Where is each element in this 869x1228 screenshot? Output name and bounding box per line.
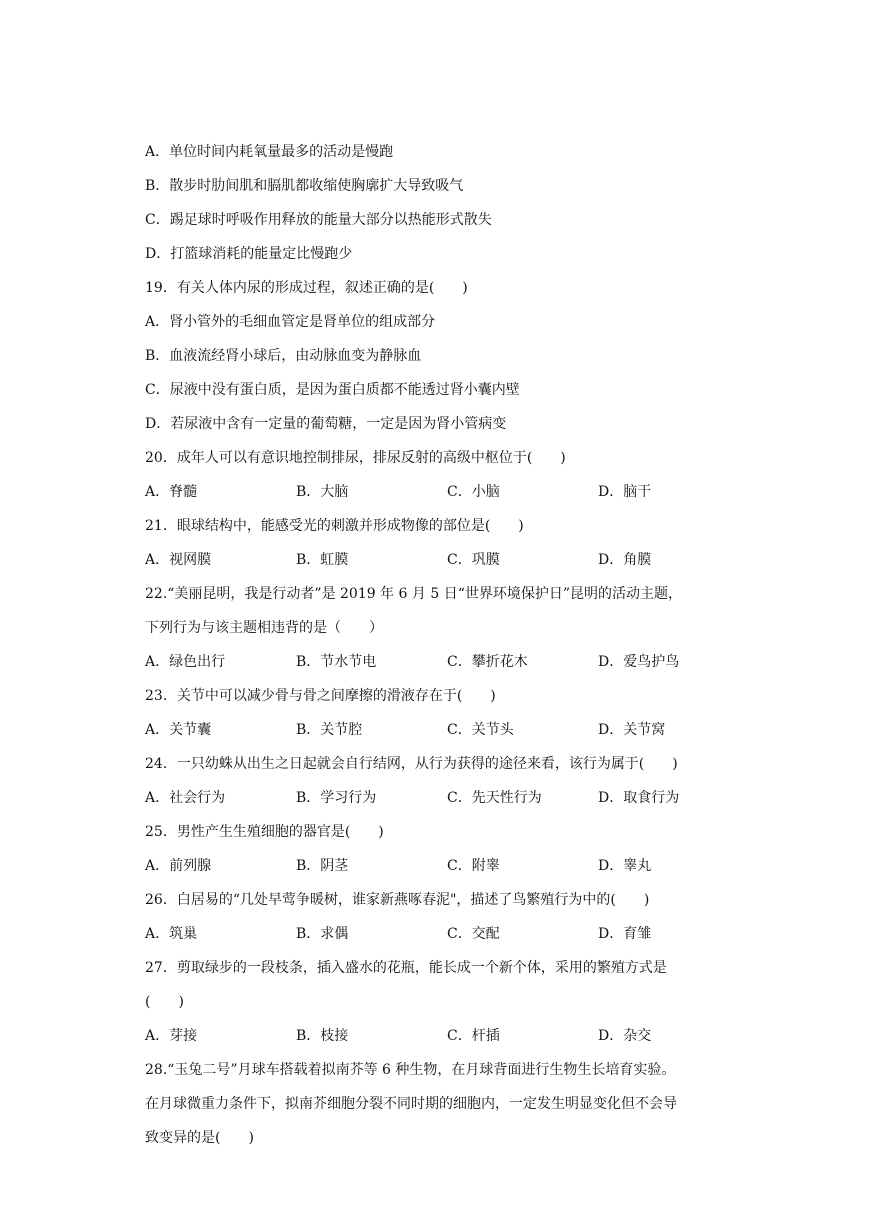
q20-option-c: C．小脑 bbox=[447, 484, 500, 500]
q21-option-b: B．虹膜 bbox=[296, 552, 349, 568]
q24-option-c: C．先天性行为 bbox=[447, 790, 542, 806]
q27-option-c: C．杆插 bbox=[447, 1028, 500, 1044]
q25-options bbox=[145, 856, 765, 876]
q25-option-d: D．睾丸 bbox=[598, 858, 652, 874]
q21-options bbox=[145, 550, 765, 570]
q18-option-b: B．散步时肋间肌和膈肌都收缩使胸廓扩大导致吸气 bbox=[145, 178, 464, 194]
q22-stem-line2: 下列行为与该主题相违背的是（ ） bbox=[145, 620, 383, 636]
q27-option-b: B．枝接 bbox=[296, 1028, 349, 1044]
q25-stem: 25．男性产生生殖细胞的器官是( ) bbox=[145, 824, 384, 840]
q24-options bbox=[145, 788, 765, 808]
q26-stem: 26．白居易的“几处早莺争暖树，谁家新燕啄春泥"，描述了鸟繁殖行为中的( ) bbox=[145, 892, 650, 908]
q20-stem: 20．成年人可以有意识地控制排尿，排尿反射的高级中枢位于( ) bbox=[145, 450, 566, 466]
q20-option-d: D．脑干 bbox=[598, 484, 652, 500]
q22-option-b: B．节水节电 bbox=[296, 654, 377, 670]
q22-stem-line1: 22.“美丽昆明，我是行动者”是 2019 年 6 月 5 日“世界环境保护日”昆明的活动主题， bbox=[145, 586, 683, 602]
q24-stem: 24．一只幼蛛从出生之日起就会自行结网，从行为获得的途径来看，该行为属于( ) bbox=[145, 756, 678, 772]
q23-option-a: A．关节囊 bbox=[145, 722, 212, 738]
q23-stem: 23．关节中可以减少骨与骨之间摩擦的滑液存在于( ) bbox=[145, 688, 496, 704]
q25-option-a: A．前列腺 bbox=[145, 858, 212, 874]
q24-option-a: A．社会行为 bbox=[145, 790, 226, 806]
q26-option-d: D．育雏 bbox=[598, 926, 652, 942]
q22-option-a: A．绿色出行 bbox=[145, 654, 226, 670]
q28-stem-line1: 28.“玉兔二号”月球车搭载着拟南芥等 6 种生物，在月球背面进行生物生长培育实验。 bbox=[145, 1062, 676, 1078]
q22-option-c: C．攀折花木 bbox=[447, 654, 528, 670]
q27-stem-line1: 27．剪取绿步的一段枝条，插入盛水的花瓶，能长成一个新个体，采用的繁殖方式是 bbox=[145, 960, 667, 976]
q19-option-d: D．若尿液中含有一定量的葡萄糖，一定是因为肾小管病变 bbox=[145, 416, 507, 432]
q20-options bbox=[145, 482, 765, 502]
q24-option-d: D．取食行为 bbox=[598, 790, 680, 806]
q28-stem-line3: 致变异的是( ) bbox=[145, 1130, 254, 1146]
q22-option-d: D．爱鸟护鸟 bbox=[598, 654, 680, 670]
q18-option-c: C．踢足球时呼吸作用释放的能量大部分以热能形式散失 bbox=[145, 212, 492, 228]
q27-option-d: D．杂交 bbox=[598, 1028, 652, 1044]
q26-option-a: A．筑巢 bbox=[145, 926, 198, 942]
q19-option-a: A．肾小管外的毛细血管定是肾单位的组成部分 bbox=[145, 314, 436, 330]
q26-option-b: B．求偶 bbox=[296, 926, 349, 942]
q19-option-b: B．血液流经肾小球后，由动脉血变为静脉血 bbox=[145, 348, 422, 364]
q27-options bbox=[145, 1026, 765, 1046]
q21-option-c: C．巩膜 bbox=[447, 552, 500, 568]
q26-option-c: C．交配 bbox=[447, 926, 500, 942]
q27-option-a: A．芽接 bbox=[145, 1028, 198, 1044]
q23-option-b: B．关节腔 bbox=[296, 722, 363, 738]
q23-options bbox=[145, 720, 765, 740]
q25-option-c: C．附睾 bbox=[447, 858, 500, 874]
q20-option-b: B．大脑 bbox=[296, 484, 349, 500]
q21-option-d: D．角膜 bbox=[598, 552, 652, 568]
q21-stem: 21．眼球结构中，能感受光的刺激并形成物像的部位是( ) bbox=[145, 518, 524, 534]
q25-option-b: B．阴茎 bbox=[296, 858, 349, 874]
q28-stem-line2: 在月球微重力条件下，拟南芥细胞分裂不同时期的细胞内，一定发生明显变化但不会导 bbox=[145, 1096, 677, 1112]
q19-option-c: C．尿液中没有蛋白质，是因为蛋白质都不能透过肾小囊内壁 bbox=[145, 382, 520, 398]
q27-stem-line2: ( ) bbox=[145, 994, 184, 1010]
q23-option-c: C．关节头 bbox=[447, 722, 514, 738]
q20-option-a: A．脊髓 bbox=[145, 484, 198, 500]
q23-option-d: D．关节窝 bbox=[598, 722, 666, 738]
q19-stem: 19．有关人体内尿的形成过程，叙述正确的是( ) bbox=[145, 280, 468, 296]
q26-options bbox=[145, 924, 765, 944]
q21-option-a: A．视网膜 bbox=[145, 552, 212, 568]
q24-option-b: B．学习行为 bbox=[296, 790, 377, 806]
q22-options bbox=[145, 652, 765, 672]
q18-option-a: A．单位时间内耗氧量最多的活动是慢跑 bbox=[145, 144, 394, 160]
q18-option-d: D．打篮球消耗的能量定比慢跑少 bbox=[145, 246, 353, 262]
